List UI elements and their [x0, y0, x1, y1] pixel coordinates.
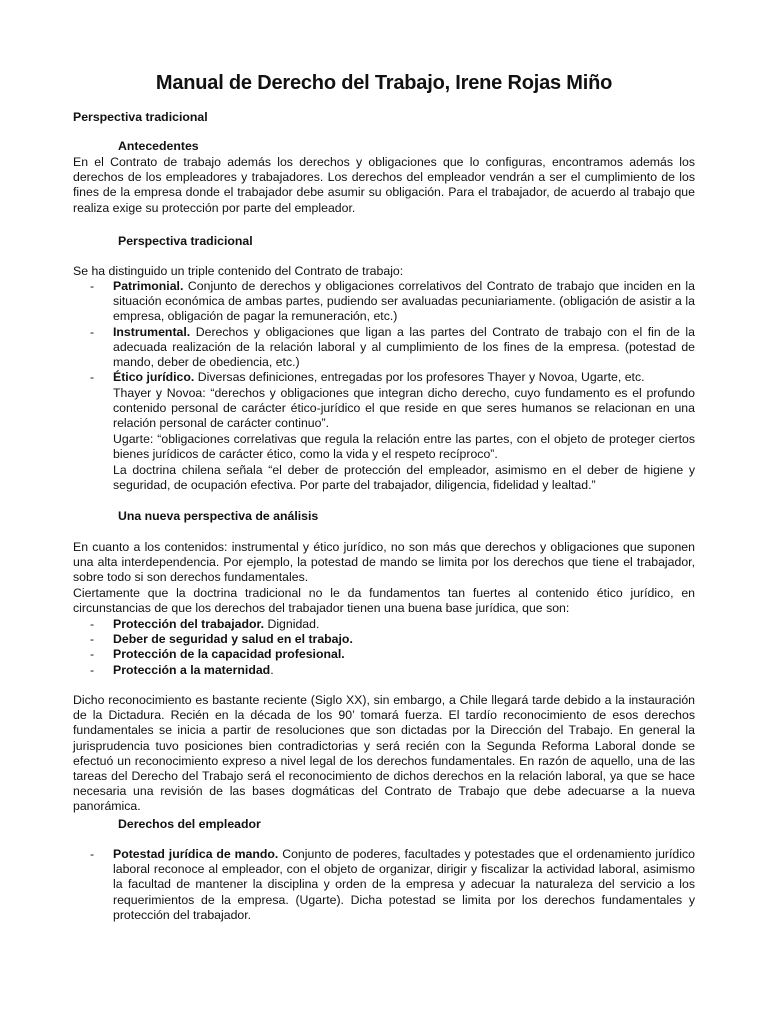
derechos-trabajador-list — [73, 617, 695, 678]
paragraph-ugarte: Ugarte: “obligaciones correlativas que regula la relación entre las partes, con el objeto de proteger ciertos bienes jurídicos de carácter ético, como la vida y el respeto recíproco”. — [113, 432, 695, 462]
paragraph-doctrina-chilena: La doctrina chilena señala “el deber de protección del empleador, asimismo en el deber de higiene y seguridad, de ocupación efectiva. Por parte del trabajador, diligencia, fidelidad y lealtad.” — [113, 463, 695, 493]
list-item: - Ético jurídico. Diversas definiciones, entregadas por los profesores Thayer y Novoa, Ugarte, etc. — [90, 370, 645, 385]
list-item: - Protección a la maternidad. — [90, 662, 274, 677]
heading-perspectiva-tradicional-2: Perspectiva tradicional — [118, 234, 253, 248]
list-item: - Patrimonial. Conjunto de derechos y obligaciones correlativos del Contrato de trabajo que inciden en la situación económica de ambas partes, pudiendo ser avaluadas pecuniariamente. (obligación de asistir a la empresa, obligación de pagar la remuneración, etc.) — [90, 279, 695, 324]
paragraph-triple-contenido: Se ha distinguido un triple contenido del Contrato de trabajo: — [73, 264, 404, 278]
paragraph-nueva-2: Ciertamente que la doctrina tradicional no le da fundamentos tan fuertes al contenido ético jurídico, en circunstancias de que los derechos del trabajador tienen una buena base jurídica, que son: — [73, 586, 695, 616]
heading-perspectiva-tradicional: Perspectiva tradicional — [73, 110, 208, 124]
list-item: - Instrumental. Derechos y obligaciones que ligan a las partes del Contrato de trabajo con el fin de la adecuada realización de la relación laboral y al cumplimiento de los fines de la empresa. (potestad de mando, deber de obediencia, etc.) — [90, 324, 695, 370]
heading-antecedentes: Antecedentes — [118, 139, 199, 153]
paragraph-reconocimiento: Dicho reconocimiento es bastante reciente (Siglo XX), sin embargo, a Chile llegará tarde debido a la instauración de la Dictadura. Recién en la década de los 90’ tomará fuerza. El tardío reconocimiento de esos derechos fundamentales se inicia a partir de resoluciones que son dictadas por la Dirección del Trabajo. En general la jurisprudencia tuvo posiciones bien contradictorias y será recién con la Segunda Reforma Laboral donde se efectuó un reconocimiento expreso a nivel legal de los derechos fundamentales. En razón de aquello, una de las tareas del Derecho del Trabajo será el reconocimiento de dichos derechos en la relación laboral, ya que se hace necesaria una revisión de las bases dogmáticas del Contrato de Trabajo que debe adecuarse a la nueva panorámica. — [73, 693, 695, 814]
derechos-empleador-list — [73, 847, 695, 923]
paragraph-antecedentes: En el Contrato de trabajo además los derechos y obligaciones que lo configuras, encontramos además los derechos de los empleadores y trabajadores. Los derechos del empleador vendrán a ser el cumplimiento de los fines de la empresa donde el trabajador debe asumir su obligación. Para el trabajador, de acuerdo al trabajo que realiza exige su protección por parte del empleador. — [73, 155, 695, 215]
triple-contenido-list — [73, 279, 695, 385]
heading-derechos-empleador: Derechos del empleador — [118, 817, 261, 831]
paragraph-nueva-1: En cuanto a los contenidos: instrumental y ético jurídico, no son más que derechos y obligaciones que suponen una alta interdependencia. Por ejemplo, la potestad de mando se limita por los derechos que tiene el trabajador, sobre todo si son derechos fundamentales. — [73, 540, 695, 585]
list-item: - Potestad jurídica de mando. Conjunto de poderes, facultades y potestades que el ordenamiento jurídico laboral reconoce al empleador, con el objeto de organizar, dirigir y fiscalizar la actividad laboral, asimismo la facultad de mantener la disciplina y orden de la empresa y adecuar la naturaleza del servicio a los requerimientos de la empresa. (Ugarte). Dicha potestad se limita por los derechos fundamentales y protección del trabajador. — [90, 847, 695, 922]
document-title: Manual de Derecho del Trabajo, Irene Rojas Miño — [155, 72, 613, 94]
list-item: - Deber de seguridad y salud en el trabajo. — [90, 632, 353, 647]
list-item: - Protección del trabajador. Dignidad. — [90, 617, 320, 631]
heading-nueva-perspectiva: Una nueva perspectiva de análisis — [118, 509, 319, 523]
list-item: - Protección de la capacidad profesional. — [90, 647, 345, 662]
paragraph-thayer: Thayer y Novoa: “derechos y obligaciones que integran dicho derecho, cuyo fundamento es el profundo contenido personal de carácter ético-jurídico el que reside en que seres humanos se relacionan en una relación personal de carácter continuo”. — [113, 386, 695, 431]
